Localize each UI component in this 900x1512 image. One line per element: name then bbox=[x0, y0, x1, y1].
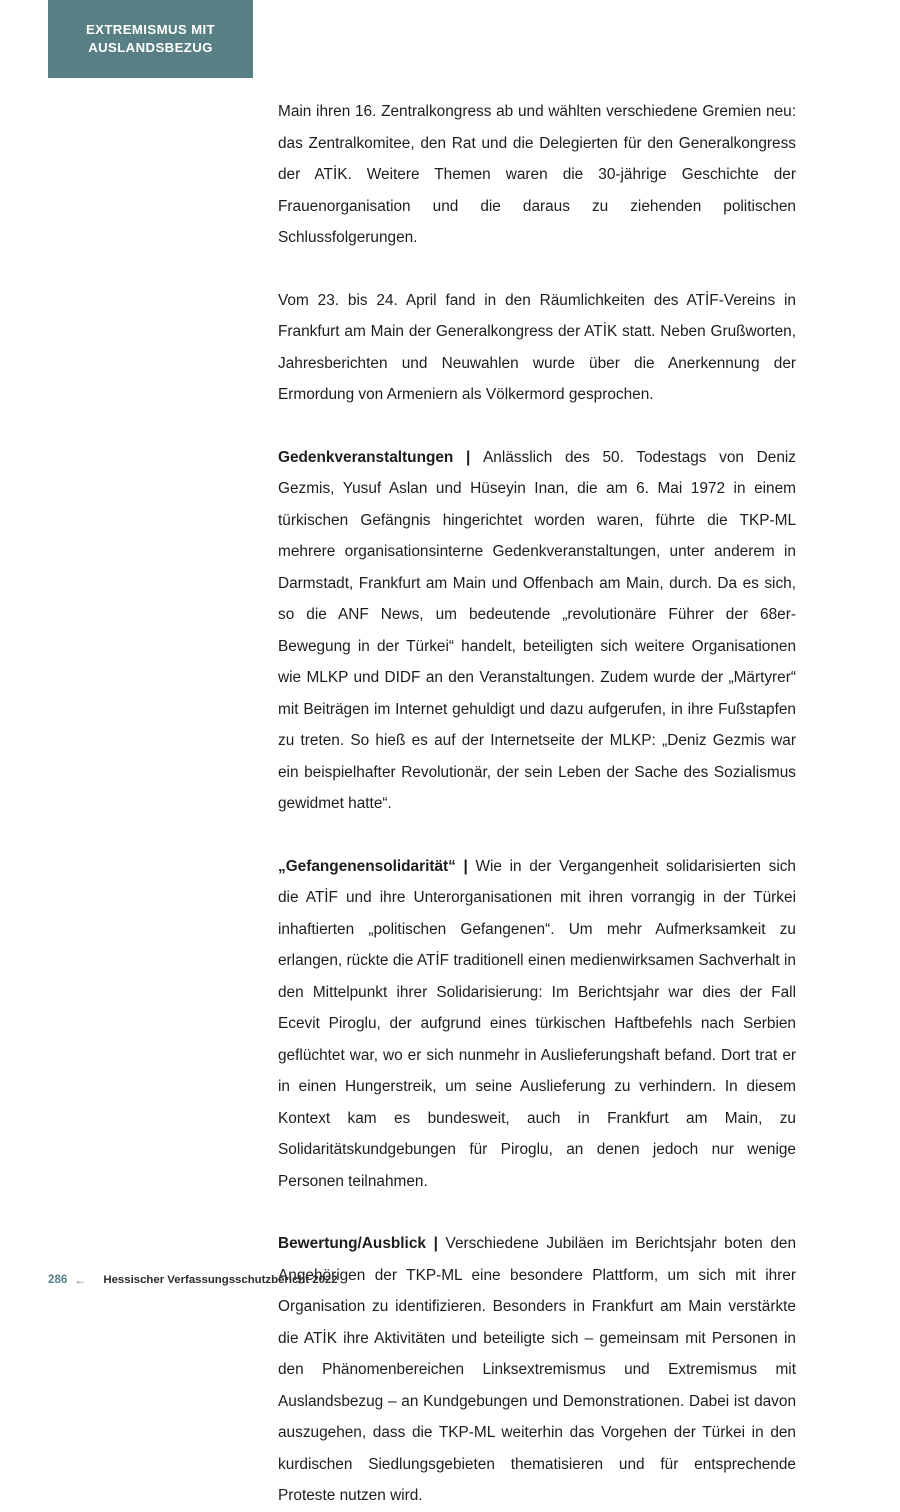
chapter-tab-label: EXTREMISMUS MIT AUSLANDSBEZUG bbox=[85, 22, 216, 55]
paragraph-5-lead: Bewertung/Ausblick | bbox=[278, 1235, 446, 1252]
paragraph-5 bbox=[278, 1228, 796, 1512]
page-footer bbox=[48, 1273, 338, 1286]
paragraph-2-text: Vom 23. bis 24. April fand in den Räumlichkeiten des ATİF-Vereins in Frankfurt am Main der Generalkongress der ATİK statt. Neben Grußworten, Jahresberichten und Neuwahlen wurde über die Anerkennung der Ermordung von Armeniern als Völkermord gesprochen. bbox=[278, 291, 796, 403]
footer-title: Hessischer Verfassungsschutzbericht 2022 bbox=[103, 1273, 338, 1286]
paragraph-4 bbox=[278, 851, 796, 1198]
paragraph-2 bbox=[278, 285, 796, 411]
paragraph-3-text: Anlässlich des 50. Todestags von Deniz Gezmis, Yusuf Aslan und Hüseyin Inan, die am 6. Mai 1972 in einem türkischen Gefängnis hingerichtet worden waren, führte die TKP-ML mehrere organisationsinterne Gedenkveranstaltungen, unter anderem in Darmstadt, Frankfurt am Main und Offenbach am Main, durch. Da es sich, so die ANF News, um bedeutende „revolutionäre Führer der 68er-Bewegung in der Türkei“ handelt, beteiligten sich weitere Organisationen wie MLKP und DIDF an den Veranstaltungen. Zudem wurde der „Märtyrer“ mit Beiträgen im Internet gehuldigt und dazu aufgerufen, in ihre Fußstapfen zu treten. So hieß es auf der Internetseite der MLKP: „Deniz Gezmis war ein beispielhafter Revolutionär, der sein Leben der Sache des Sozialismus gewidmet hatte“. bbox=[278, 448, 796, 812]
paragraph-4-lead: „Gefangenensolidarität“ | bbox=[278, 857, 476, 875]
paragraph-5-text: Verschiedene Jubiläen im Berichtsjahr boten den Angehörigen der TKP-ML eine besondere Plattform, um sich mit ihrer Organisation zu identifizieren. Besonders in Frankfurt am Main verstärkte die ATİK ihre Aktivitäten und beteiligte sich – gemeinsam mit Personen in den Phänomenbereichen Linksextremismus und Extremismus mit Auslandsbezug – an Kundgebungen und Demonstrationen. Dabei ist davon auszugehen, dass die TKP-ML weiterhin das Vorgehen der Türkei in den kurdischen Siedlungsgebieten thematisieren und für entsprechende Proteste nutzen wird. bbox=[278, 1235, 796, 1504]
chapter-tab bbox=[48, 0, 253, 78]
footer-page-number: 286 bbox=[48, 1273, 68, 1286]
body-text-column bbox=[278, 96, 796, 1512]
paragraph-1 bbox=[278, 96, 796, 254]
paragraph-3-lead: Gedenkveranstaltungen | bbox=[278, 448, 484, 466]
arrow-left-icon: ← bbox=[74, 1272, 87, 1287]
paragraph-1-text: Main ihren 16. Zentralkongress ab und wählten verschiedene Gremien neu: das Zentralkomitee, den Rat und die Delegierten für den Generalkongress der ATİK. Weitere Themen waren die 30-jährige Geschichte der Frauenorganisation und die daraus zu ziehenden politischen Schlussfolgerungen. bbox=[278, 103, 796, 246]
paragraph-3 bbox=[278, 442, 796, 820]
paragraph-4-text: Wie in der Vergangenheit solidarisierten sich die ATİF und ihre Unterorganisationen mit ihren vorrangig in der Türkei inhaftierten „politischen Gefangenen“. Um mehr Aufmerksamkeit zu erlangen, rückte die ATİF traditionell einen medienwirksamen Sachverhalt in den Mittelpunkt ihrer Solidarisierung: Im Berichtsjahr war dies der Fall Ecevit Piroglu, der aufgrund eines türkischen Haftbefehls nach Serbien geflüchtet war, wo er sich nunmehr in Auslieferungshaft befand. Dort trat er in einen Hungerstreik, um seine Auslieferung zu verhindern. In diesem Kontext kam es bundesweit, auch in Frankfurt am Main, zu Solidaritätskundgebungen für Piroglu, an denen jedoch nur wenige Personen teilnahmen. bbox=[278, 857, 796, 1190]
